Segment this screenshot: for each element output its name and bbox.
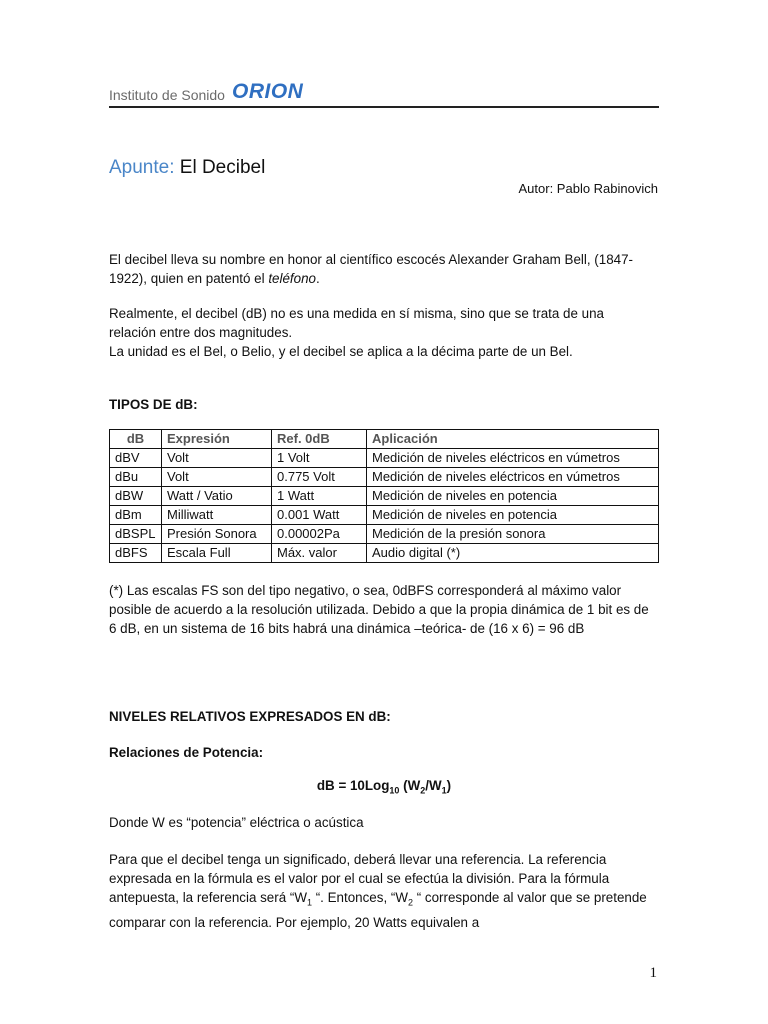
telefono-italic: teléfono xyxy=(268,271,316,286)
table-row xyxy=(110,525,659,544)
table-cell: Medición de niveles eléctricos en vúmetros xyxy=(367,449,659,468)
tipos-heading: TIPOS DE dB: xyxy=(109,397,198,412)
formula-sub: 1 xyxy=(441,785,447,796)
page-number: 1 xyxy=(649,965,657,981)
table-cell: 0.00002Pa xyxy=(272,525,367,544)
table-cell: 0.001 Watt xyxy=(272,506,367,525)
institute-name: Instituto de Sonido xyxy=(109,87,225,103)
table-cell: dBW xyxy=(110,487,162,506)
table-row xyxy=(110,544,659,563)
table-header: Expresión xyxy=(162,430,272,449)
para-text: “ corresponde al valor que se pretende comparar con la referencia. Por ejemplo, 20 Watts equivalen a xyxy=(109,890,647,930)
formula-sub: 2 xyxy=(420,785,426,796)
table-cell: Máx. valor xyxy=(272,544,367,563)
para-text: Para que el decibel tenga un significado, deberá llevar una referencia. La referencia expresada en la fórmula es el valor por el cual se efectúa la división. Para la fórmula antepuesta, la referencia será “W xyxy=(109,852,610,905)
para-sub: 2 xyxy=(408,897,414,908)
formula-part: (W xyxy=(399,778,421,793)
formula-part: ) xyxy=(446,778,452,793)
orion-logo: ORION xyxy=(232,80,304,103)
table-cell: Escala Full xyxy=(162,544,272,563)
table-cell: dBSPL xyxy=(110,525,162,544)
intro-period: . xyxy=(315,271,320,286)
table-cell: Audio digital (*) xyxy=(367,544,659,563)
table-cell: 1 Watt xyxy=(272,487,367,506)
table-cell: Medición de niveles en potencia xyxy=(367,487,659,506)
intro-text: El decibel lleva su nombre en honor al científico escocés Alexander Graham Bell, (1847-1922), quien en patentó el xyxy=(109,252,634,286)
relaciones-heading: Relaciones de Potencia: xyxy=(109,745,264,760)
table-header: dB xyxy=(110,430,162,449)
table-cell: Medición de niveles eléctricos en vúmetros xyxy=(367,468,659,487)
table-cell: dBFS xyxy=(110,544,162,563)
table-header-row xyxy=(110,430,659,449)
table-header: Aplicación xyxy=(367,430,659,449)
intro-paragraph-1 xyxy=(109,250,669,288)
formula-part: /W xyxy=(425,778,442,793)
title-prefix: Apunte: xyxy=(109,157,175,178)
author-line: Autor: Pablo Rabinovich xyxy=(518,181,658,196)
table-row xyxy=(110,506,659,525)
formula-sub: 10 xyxy=(389,785,400,796)
page-header xyxy=(109,80,659,108)
table-cell: dBV xyxy=(110,449,162,468)
table-cell: Volt xyxy=(162,449,272,468)
table-cell: 0.775 Volt xyxy=(272,468,367,487)
header-rule xyxy=(109,106,659,108)
table-row xyxy=(110,468,659,487)
table-cell: Watt / Vatio xyxy=(162,487,272,506)
referencia-paragraph xyxy=(109,850,654,932)
table-row xyxy=(110,487,659,506)
donde-line: Donde W es “potencia” eléctrica o acústica xyxy=(109,815,364,830)
table-cell: Volt xyxy=(162,468,272,487)
niveles-heading: NIVELES RELATIVOS EXPRESADOS EN dB: xyxy=(109,709,391,724)
para-sub: 1 xyxy=(306,897,312,908)
formula-part: dB = 10Log xyxy=(316,778,390,793)
table-cell: Medición de niveles en potencia xyxy=(367,506,659,525)
table-cell: Medición de la presión sonora xyxy=(367,525,659,544)
intro-paragraph-3: La unidad es el Bel, o Belio, y el decibel se aplica a la décima parte de un Bel. xyxy=(109,344,573,359)
page-title xyxy=(109,157,265,179)
table-cell: dBu xyxy=(110,468,162,487)
table-header: Ref. 0dB xyxy=(272,430,367,449)
para-text: “. Entonces, “W xyxy=(312,890,408,905)
table-row xyxy=(110,449,659,468)
table-cell: 1 Volt xyxy=(272,449,367,468)
db-types-table xyxy=(109,429,659,563)
table-cell: Presión Sonora xyxy=(162,525,272,544)
footnote: (*) Las escalas FS son del tipo negativo, o sea, 0dBFS corresponderá al máximo valor posible de acuerdo a la resolución utilizada. Debido a que la propia dinámica de 1 bit es de 6 dB, en un sistema de 16 bits habrá una dinámica –teórica- de (16 x 6) = 96 dB xyxy=(109,583,649,636)
power-formula xyxy=(0,778,768,796)
title-main: El Decibel xyxy=(179,157,266,178)
intro-paragraph-2: Realmente, el decibel (dB) no es una medida en sí misma, sino que se trata de una relación entre dos magnitudes. xyxy=(109,306,604,340)
table-cell: Milliwatt xyxy=(162,506,272,525)
table-cell: dBm xyxy=(110,506,162,525)
